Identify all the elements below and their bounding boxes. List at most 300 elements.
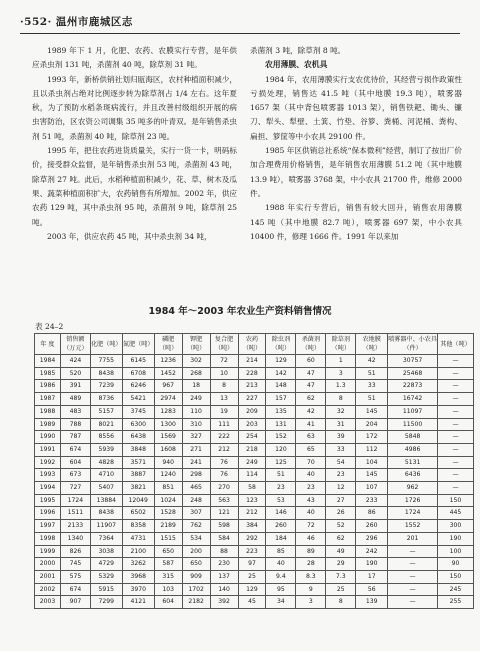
- table-cell: 762: [182, 520, 210, 533]
- right-paragraph: 1985 年区供销总社系统“保本微利”经营，制订了按出厂价加合理费用价格销售，是年销售农用薄膜 51.2 吨（其中地膜 13.9 吨），喷雾器 3768 架，中小农具 21700 件，维修 2000 件。: [250, 146, 462, 198]
- table-cell: 47: [296, 380, 326, 393]
- table-cell: 1300: [154, 418, 182, 431]
- table-cell: 241: [182, 456, 210, 469]
- table-cell: 5131: [388, 456, 438, 469]
- table-cell: 85: [266, 545, 296, 558]
- table-body: [35, 355, 474, 609]
- table-cell: 17: [356, 570, 388, 583]
- year-cell: 1984: [35, 355, 61, 368]
- table-cell: 249: [238, 456, 266, 469]
- table-cell: 1: [326, 355, 356, 368]
- table-cell: 673: [60, 469, 90, 482]
- table-cell: 907: [60, 596, 90, 609]
- table-cell: 54: [326, 456, 356, 469]
- table-cell: 107: [356, 482, 388, 495]
- table-cell: 45: [238, 596, 266, 609]
- table-cell: 26: [326, 507, 356, 520]
- table-cell: 5329: [90, 570, 122, 583]
- table-cell: 1340: [60, 532, 90, 545]
- table-cell: 245: [437, 583, 473, 596]
- table-row: [35, 583, 474, 596]
- table-cell: 40: [296, 469, 326, 482]
- table-cell: 3: [326, 367, 356, 380]
- table-cell: 9: [296, 583, 326, 596]
- table-cell: 563: [210, 494, 238, 507]
- table-cell: 8556: [90, 431, 122, 444]
- table-cell: —: [388, 545, 438, 558]
- year-cell: 1997: [35, 520, 61, 533]
- table-cell: 120: [266, 443, 296, 456]
- column-header: 农地膜（吨）: [356, 334, 388, 355]
- table-cell: 213: [238, 380, 266, 393]
- table-cell: 190: [356, 558, 388, 571]
- year-cell: 1995: [35, 494, 61, 507]
- table-cell: 23: [296, 482, 326, 495]
- right-paragraph: 农用薄膜、农机具: [265, 60, 328, 70]
- table-cell: —: [388, 570, 438, 583]
- column-header: 其他（吨）: [437, 334, 473, 355]
- table-cell: 22873: [388, 380, 438, 393]
- table-row: [35, 418, 474, 431]
- table-cell: —: [388, 596, 438, 609]
- header-rule: [20, 33, 460, 34]
- table-cell: 76: [210, 469, 238, 482]
- table-cell: 587: [154, 558, 182, 571]
- table-cell: 18: [182, 380, 210, 393]
- table-cell: 292: [238, 532, 266, 545]
- table-cell: 307: [182, 507, 210, 520]
- table-row: [35, 456, 474, 469]
- table-cell: 8.3: [296, 570, 326, 583]
- table-cell: 43: [296, 494, 326, 507]
- column-header: 喷雾器中、小农具（件）: [388, 334, 438, 355]
- table-cell: 5939: [90, 443, 122, 456]
- table-cell: 534: [182, 532, 210, 545]
- table-cell: 131: [266, 418, 296, 431]
- column-header: 复合肥（吨）: [210, 334, 238, 355]
- table-cell: 203: [238, 418, 266, 431]
- table-cell: 4121: [122, 596, 154, 609]
- table-cell: 826: [60, 545, 90, 558]
- table-cell: 3571: [122, 456, 154, 469]
- table-cell: 967: [154, 380, 182, 393]
- table-cell: 260: [356, 520, 388, 533]
- table-cell: 209: [238, 405, 266, 418]
- left-column: [32, 44, 237, 244]
- table-cell: 1236: [154, 355, 182, 368]
- table-cell: 30757: [388, 355, 438, 368]
- table-cell: 4986: [388, 443, 438, 456]
- table-cell: 112: [356, 443, 388, 456]
- table-cell: 1528: [154, 507, 182, 520]
- table-row: [35, 469, 474, 482]
- table-cell: 727: [60, 482, 90, 495]
- table-cell: 11500: [388, 418, 438, 431]
- table-cell: 8736: [90, 393, 122, 406]
- table-cell: 223: [238, 545, 266, 558]
- table-cell: 52: [326, 520, 356, 533]
- table-cell: 1726: [388, 494, 438, 507]
- table-cell: 222: [210, 431, 238, 444]
- table-cell: 212: [210, 443, 238, 456]
- table-cell: 142: [266, 367, 296, 380]
- table-cell: 152: [266, 431, 296, 444]
- table-cell: 70: [296, 456, 326, 469]
- table-cell: 23: [326, 469, 356, 482]
- table-cell: 8021: [90, 418, 122, 431]
- table-row: [35, 570, 474, 583]
- year-cell: 2003: [35, 596, 61, 609]
- table-cell: 7299: [90, 596, 122, 609]
- table-cell: 1240: [154, 469, 182, 482]
- table-cell: 13: [210, 393, 238, 406]
- table-cell: 787: [60, 431, 90, 444]
- table-cell: 123: [238, 494, 266, 507]
- table-cell: 2100: [122, 545, 154, 558]
- table-cell: 1724: [388, 507, 438, 520]
- table-cell: 89: [296, 545, 326, 558]
- column-header: 化肥（吨）: [90, 334, 122, 355]
- table-cell: 34: [266, 596, 296, 609]
- table-cell: 296: [356, 532, 388, 545]
- table-cell: 4710: [90, 469, 122, 482]
- table-cell: 32: [326, 405, 356, 418]
- table-cell: 310: [182, 418, 210, 431]
- table-cell: 16742: [388, 393, 438, 406]
- table-cell: 3968: [122, 570, 154, 583]
- table-cell: 270: [210, 482, 238, 495]
- table-cell: 72: [210, 355, 238, 368]
- table-cell: 42: [296, 405, 326, 418]
- year-cell: 1990: [35, 431, 61, 444]
- column-header: 杀菌剂（吨）: [296, 334, 326, 355]
- table-cell: 46: [296, 532, 326, 545]
- table-cell: 483: [60, 405, 90, 418]
- table-cell: 4828: [90, 456, 122, 469]
- table-cell: 228: [238, 367, 266, 380]
- table-cell: 8: [210, 380, 238, 393]
- table-cell: 53: [266, 494, 296, 507]
- table-row: [35, 482, 474, 495]
- table-cell: 391: [60, 380, 90, 393]
- table-cell: 172: [356, 431, 388, 444]
- table-cell: —: [388, 583, 438, 596]
- column-header: 年 度: [35, 334, 61, 355]
- column-header: 农药（吨）: [238, 334, 266, 355]
- table-cell: 86: [356, 507, 388, 520]
- table-cell: 28: [296, 558, 326, 571]
- table-cell: 233: [356, 494, 388, 507]
- column-header: 磷肥（吨）: [154, 334, 182, 355]
- table-cell: 135: [266, 405, 296, 418]
- table-cell: 962: [388, 482, 438, 495]
- table-cell: 2133: [60, 520, 90, 533]
- year-cell: 1986: [35, 380, 61, 393]
- table-cell: 40: [296, 507, 326, 520]
- table-cell: 788: [60, 418, 90, 431]
- year-cell: 1996: [35, 507, 61, 520]
- table-row: [35, 532, 474, 545]
- table-cell: 255: [437, 596, 473, 609]
- table-cell: 40: [266, 558, 296, 571]
- table-cell: —: [437, 418, 473, 431]
- year-cell: 1999: [35, 545, 61, 558]
- table-cell: 2974: [154, 393, 182, 406]
- table-cell: 62: [326, 532, 356, 545]
- table-cell: 49: [326, 545, 356, 558]
- page-header: ·552· 温州市鹿城区志: [20, 16, 133, 28]
- table-cell: 489: [60, 393, 90, 406]
- table-cell: 25468: [388, 367, 438, 380]
- table-cell: 13884: [90, 494, 122, 507]
- table-cell: 604: [154, 596, 182, 609]
- table-cell: 7755: [90, 355, 122, 368]
- table-cell: 10: [210, 367, 238, 380]
- table-cell: 604: [60, 456, 90, 469]
- table-cell: 8438: [90, 367, 122, 380]
- table-cell: 146: [266, 507, 296, 520]
- table-cell: 90: [437, 558, 473, 571]
- left-paragraph: 2003 年，供应农药 45 吨，其中杀虫剂 34 吨，: [47, 231, 212, 241]
- table-cell: 23: [266, 482, 296, 495]
- table-cell: 47: [296, 367, 326, 380]
- table-cell: 254: [238, 431, 266, 444]
- table-cell: 201: [388, 532, 438, 545]
- table-cell: —: [437, 456, 473, 469]
- right-paragraph: 1988 年实行专营后，销售有较大回升，销售农用薄膜 145 吨（其中地膜 82.7 吨），喷雾器 697 架，中小农具 10400 件，修理 1666 件。1991 年以来加: [250, 203, 462, 241]
- table-row: [35, 507, 474, 520]
- table-cell: 445: [437, 507, 473, 520]
- table-cell: 520: [60, 367, 90, 380]
- table-cell: 104: [356, 456, 388, 469]
- table-cell: 200: [182, 545, 210, 558]
- table-cell: 584: [210, 532, 238, 545]
- table-cell: 3262: [122, 558, 154, 571]
- table-cell: 39: [326, 431, 356, 444]
- table-cell: 7239: [90, 380, 122, 393]
- table-cell: 56: [356, 583, 388, 596]
- table-cell: 6438: [122, 431, 154, 444]
- table-cell: 95: [266, 583, 296, 596]
- column-header: 除虫剂（吨）: [266, 334, 296, 355]
- table-row: [35, 558, 474, 571]
- table-row: [35, 393, 474, 406]
- table-cell: 249: [182, 393, 210, 406]
- table-cell: 5157: [90, 405, 122, 418]
- table-cell: 9.4: [266, 570, 296, 583]
- table-row: [35, 367, 474, 380]
- table-cell: 65: [296, 443, 326, 456]
- sales-table: [34, 333, 474, 609]
- table-cell: 121: [210, 507, 238, 520]
- left-paragraph: 1989 年下 1 月，化肥、农药、农膜实行专营，是年供应杀虫剂 131 吨，杀菌剂 40 吨，除草剂 31 吨。: [32, 46, 237, 70]
- table-cell: 25: [326, 583, 356, 596]
- table-cell: 184: [266, 532, 296, 545]
- left-paragraph: 1993 年，新桥供销社划归瓯海区，农村种植面积减少，且以杀虫剂占绝对比例逐步转为除草剂占 1/4 左右。这年夏秋，为了预防水稻条斑病流行，并且改善村级组织开展的病虫害防治，区农资公司调集 35 吨多的叶青双。是年销售杀虫剂 51 吨，杀菌剂 40 吨，除草剂 23 吨。: [32, 74, 237, 141]
- table-cell: 114: [238, 469, 266, 482]
- table-cell: 3848: [122, 443, 154, 456]
- table-cell: 7.3: [326, 570, 356, 583]
- table-cell: 5915: [90, 583, 122, 596]
- table-cell: 137: [210, 570, 238, 583]
- table-cell: 1724: [60, 494, 90, 507]
- table-label: 表 24–2: [35, 322, 64, 331]
- table-cell: 2182: [182, 596, 210, 609]
- table-cell: 5421: [122, 393, 154, 406]
- table-cell: —: [437, 405, 473, 418]
- table-cell: 139: [356, 596, 388, 609]
- year-cell: 1998: [35, 532, 61, 545]
- table-cell: —: [437, 482, 473, 495]
- table-cell: 268: [182, 367, 210, 380]
- table-row: [35, 431, 474, 444]
- table-cell: 103: [154, 583, 182, 596]
- table-row: [35, 405, 474, 418]
- table-cell: 3038: [90, 545, 122, 558]
- table-cell: —: [437, 469, 473, 482]
- table-cell: 3745: [122, 405, 154, 418]
- table-cell: —: [437, 355, 473, 368]
- table-cell: 6246: [122, 380, 154, 393]
- column-header: 销售额（万元）: [60, 334, 90, 355]
- table-cell: 125: [266, 456, 296, 469]
- column-header: 除草剂（吨）: [326, 334, 356, 355]
- table-cell: 300: [437, 520, 473, 533]
- table-cell: 129: [266, 355, 296, 368]
- table-cell: 145: [356, 405, 388, 418]
- table-cell: —: [437, 380, 473, 393]
- right-paragraph: 杀菌剂 3 吨，除草剂 8 吨。: [250, 46, 346, 55]
- table-cell: 298: [182, 469, 210, 482]
- table-cell: 19: [210, 405, 238, 418]
- table-cell: 1024: [154, 494, 182, 507]
- table-cell: 745: [60, 558, 90, 571]
- table-cell: 145: [356, 469, 388, 482]
- year-cell: 2002: [35, 583, 61, 596]
- table-cell: 218: [238, 443, 266, 456]
- table-cell: 51: [356, 367, 388, 380]
- table-cell: 6145: [122, 355, 154, 368]
- table-cell: 227: [238, 393, 266, 406]
- table-row: [35, 494, 474, 507]
- year-cell: 1989: [35, 418, 61, 431]
- table-cell: 3970: [122, 583, 154, 596]
- table-cell: 2189: [154, 520, 182, 533]
- table-cell: 140: [210, 583, 238, 596]
- table-cell: 8438: [90, 507, 122, 520]
- table-cell: 3887: [122, 469, 154, 482]
- table-cell: 3821: [122, 482, 154, 495]
- table-cell: 1511: [60, 507, 90, 520]
- table-cell: —: [437, 443, 473, 456]
- table-cell: 650: [182, 558, 210, 571]
- table-cell: 12049: [122, 494, 154, 507]
- column-header: 钾肥（吨）: [182, 334, 210, 355]
- year-cell: 2000: [35, 558, 61, 571]
- table-cell: 909: [182, 570, 210, 583]
- table-cell: 8: [326, 596, 356, 609]
- table-cell: 31: [326, 418, 356, 431]
- table-cell: 392: [210, 596, 238, 609]
- table-header-row: [35, 334, 474, 355]
- table-row: [35, 545, 474, 558]
- table-cell: 5407: [90, 482, 122, 495]
- table-cell: 111: [210, 418, 238, 431]
- table-cell: 1515: [154, 532, 182, 545]
- table-row: [35, 520, 474, 533]
- year-cell: 1992: [35, 456, 61, 469]
- table-cell: 11907: [90, 520, 122, 533]
- table-cell: 384: [238, 520, 266, 533]
- table-cell: 650: [154, 545, 182, 558]
- table-cell: 214: [238, 355, 266, 368]
- table-cell: 1608: [154, 443, 182, 456]
- table-cell: 51: [266, 469, 296, 482]
- table-cell: 1.3: [326, 380, 356, 393]
- right-column: [250, 44, 462, 244]
- table-cell: 4729: [90, 558, 122, 571]
- table-cell: 1702: [182, 583, 210, 596]
- table-cell: —: [437, 431, 473, 444]
- table-cell: 1552: [388, 520, 438, 533]
- table-cell: 190: [437, 532, 473, 545]
- table-cell: 674: [60, 583, 90, 596]
- table-cell: 97: [238, 558, 266, 571]
- table-cell: 29: [326, 558, 356, 571]
- table-cell: 260: [266, 520, 296, 533]
- table-cell: 575: [60, 570, 90, 583]
- table-cell: 248: [182, 494, 210, 507]
- table-cell: 315: [154, 570, 182, 583]
- table-cell: 1452: [154, 367, 182, 380]
- table-cell: 940: [154, 456, 182, 469]
- table-cell: 271: [182, 443, 210, 456]
- table-cell: 76: [210, 456, 238, 469]
- year-cell: 2001: [35, 570, 61, 583]
- table-cell: 72: [296, 520, 326, 533]
- table-cell: 58: [238, 482, 266, 495]
- table-cell: 212: [238, 507, 266, 520]
- table-cell: 424: [60, 355, 90, 368]
- table-cell: 1283: [154, 405, 182, 418]
- left-paragraph: 1995 年，把住农药进货质量关，实行一货一卡，明码标价，接受群众监督，是年销售杀虫剂 53 吨，杀菌剂 43 吨，除草剂 27 吨。此后，水稻种植面积减少，花、草、树木及瓜果、蔬菜种植面积扩大，农药销售有所增加。2002 年，供应农药 129 吨，其中杀虫剂 95 吨，杀菌剂 9 吨，除草剂 25 吨。: [32, 146, 237, 227]
- table-cell: 8358: [122, 520, 154, 533]
- year-cell: 1994: [35, 482, 61, 495]
- table-cell: 27: [326, 494, 356, 507]
- table-cell: 465: [182, 482, 210, 495]
- table-cell: —: [437, 393, 473, 406]
- table-cell: 157: [266, 393, 296, 406]
- table-cell: 6436: [388, 469, 438, 482]
- table-cell: 62: [296, 393, 326, 406]
- table-cell: 42: [356, 355, 388, 368]
- table-cell: 7364: [90, 532, 122, 545]
- table-cell: 60: [296, 355, 326, 368]
- table-cell: 41: [296, 418, 326, 431]
- table-cell: 6300: [122, 418, 154, 431]
- table-cell: 150: [437, 570, 473, 583]
- table-cell: 25: [238, 570, 266, 583]
- year-cell: 1985: [35, 367, 61, 380]
- table-cell: 851: [154, 482, 182, 495]
- table-cell: 8: [326, 393, 356, 406]
- year-cell: 1987: [35, 393, 61, 406]
- table-cell: —: [388, 558, 438, 571]
- table-row: [35, 380, 474, 393]
- table-cell: 148: [266, 380, 296, 393]
- table-row: [35, 596, 474, 609]
- column-header: 氮肥（吨）: [122, 334, 154, 355]
